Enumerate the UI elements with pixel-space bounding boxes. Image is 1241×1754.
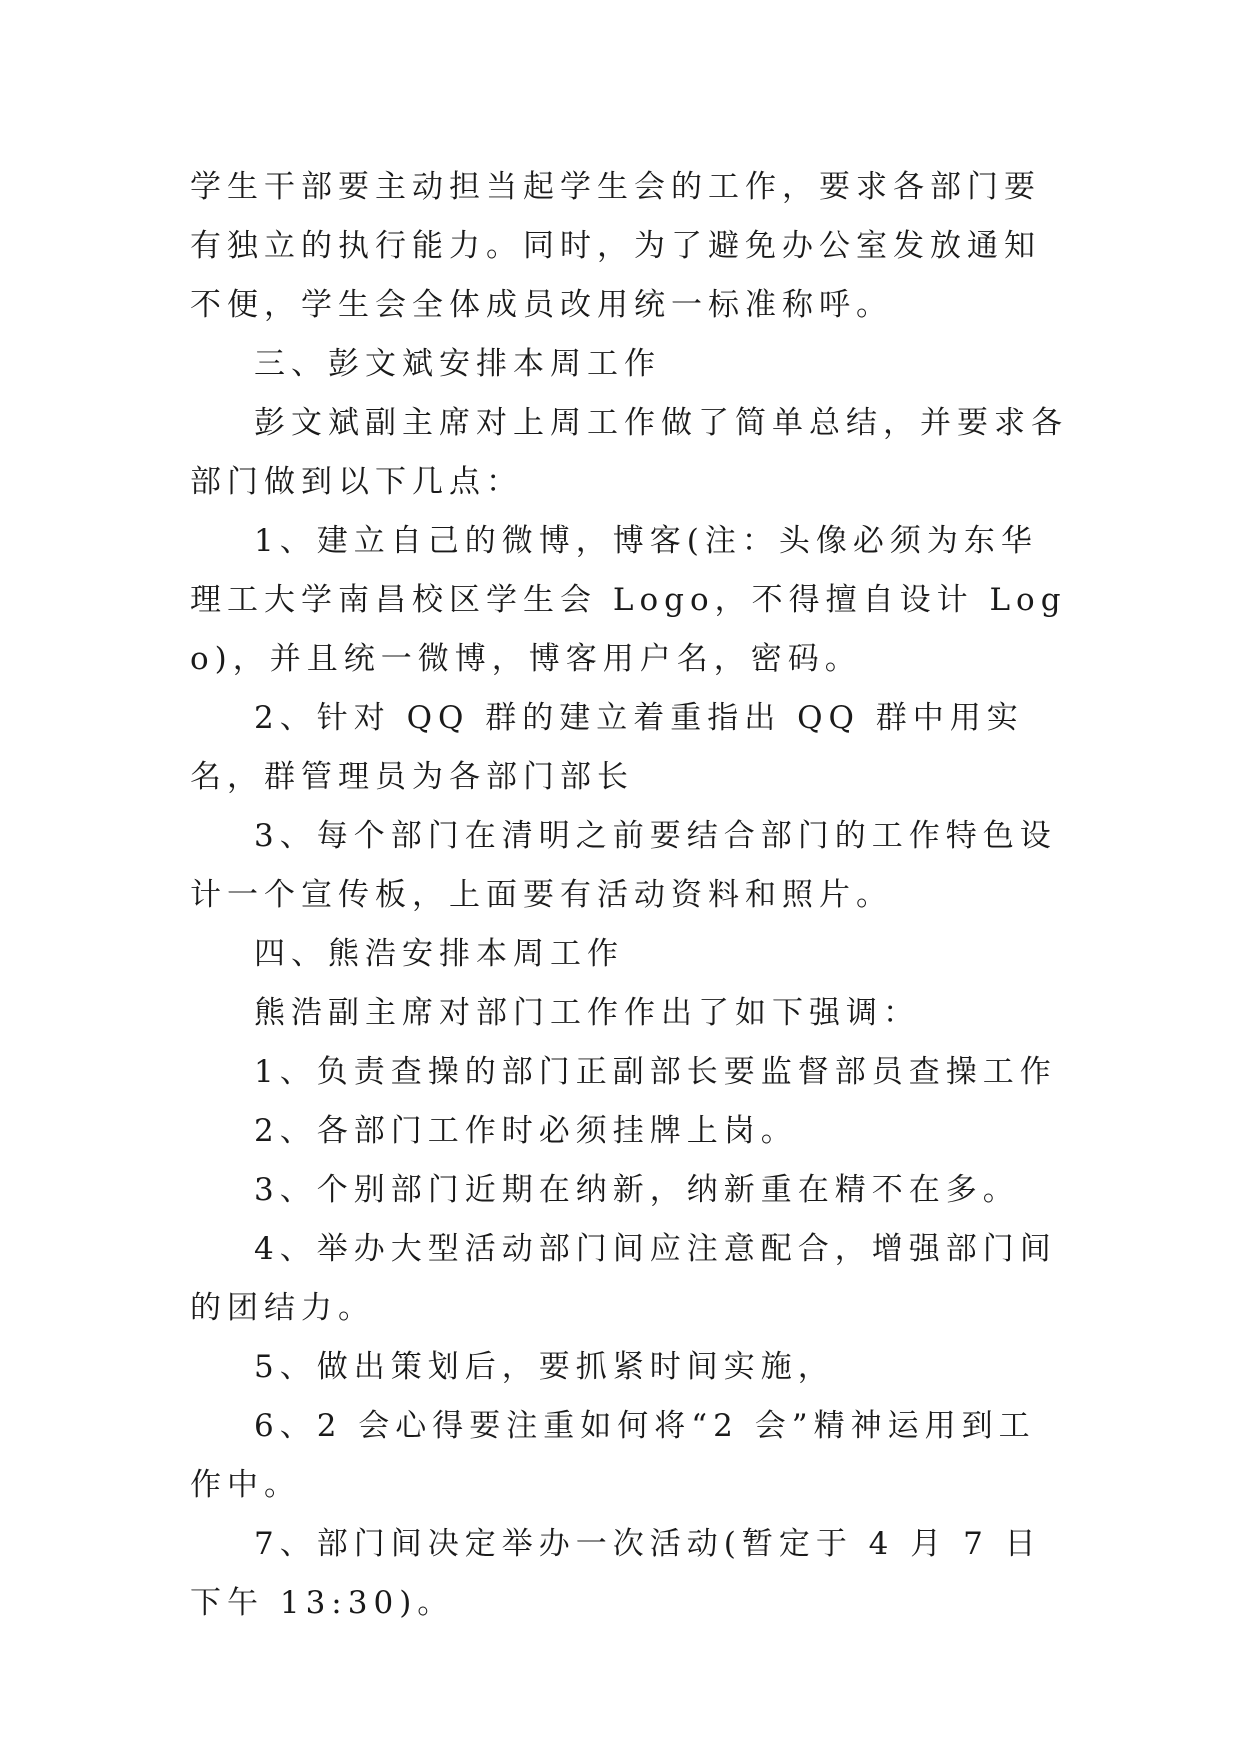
section-heading-4: 四、熊浩安排本周工作 [254,936,624,972]
list-item-peng-3: 3、每个部门在清明之前要结合部门的工作特色设计一个宣传板，上面要有活动资料和照片。 [190,818,1057,913]
list-item-xiong-4: 4、举办大型活动部门间应注意配合，增强部门间的团结力。 [190,1231,1057,1326]
document-page [190,158,1070,1633]
list-item-xiong-5: 5、做出策划后，要抓紧时间实施， [254,1349,835,1385]
list-item-xiong-3: 3、个别部门近期在纳新，纳新重在精不在多。 [254,1172,1020,1208]
list-item-xiong-2: 2、各部门工作时必须挂牌上岗。 [254,1113,798,1149]
list-item-peng-2: 2、针对 QQ 群的建立着重指出 QQ 群中用实名，群管理员为各部门部长 [190,700,1024,795]
paragraph-intro-xiong: 熊浩副主席对部门工作作出了如下强调： [254,995,920,1031]
list-item-peng-1: 1、建立自己的微博，博客(注：头像必须为东华理工大学南昌校区学生会 Logo，不得擅自设计 Logo)，并且统一微博，博客用户名，密码。 [190,523,1067,677]
list-item-xiong-6: 6、2 会心得要注重如何将“2 会”精神运用到工作中。 [190,1408,1036,1503]
list-item-xiong-7: 7、部门间决定举办一次活动(暂定于 4 月 7 日下午 13:30)。 [190,1526,1042,1621]
list-item-xiong-1: 1、负责查操的部门正副部长要监督部员查操工作 [254,1054,1057,1090]
section-heading-3: 三、彭文斌安排本周工作 [254,346,661,382]
paragraph-continuation: 学生干部要主动担当起学生会的工作，要求各部门要有独立的执行能力。同时，为了避免办公室发放通知不便，学生会全体成员改用统一标准称呼。 [190,169,1041,323]
paragraph-intro-peng: 彭文斌副主席对上周工作做了简单总结，并要求各部门做到以下几点： [190,405,1068,500]
